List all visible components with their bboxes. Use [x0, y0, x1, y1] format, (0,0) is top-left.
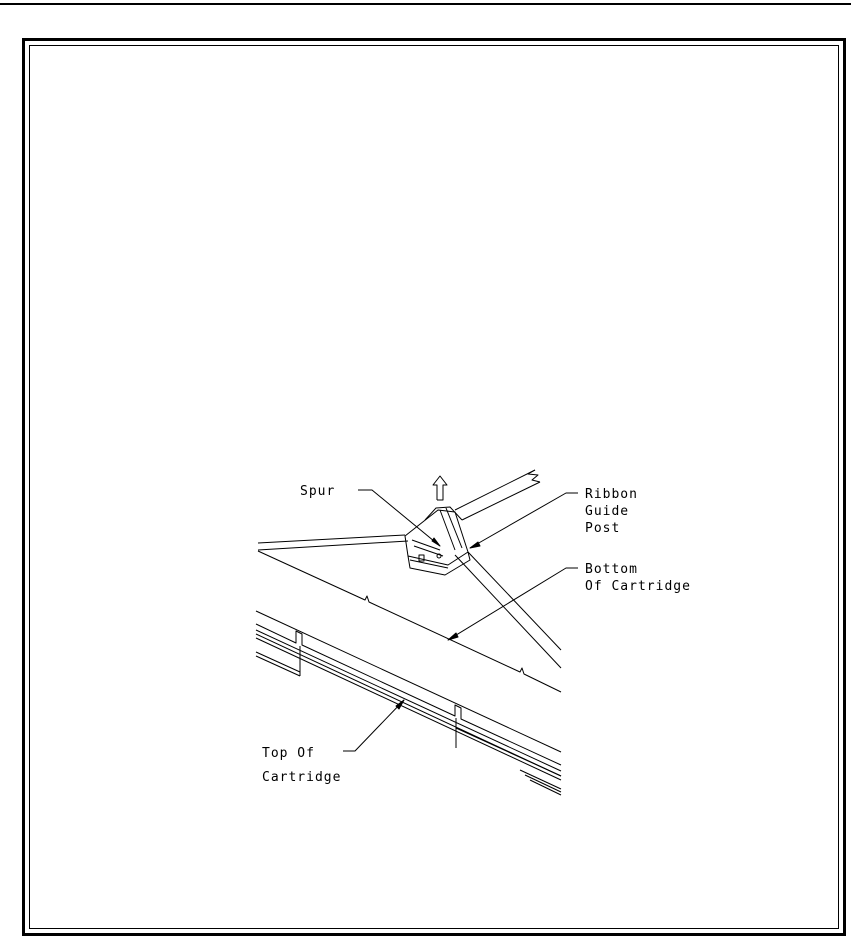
bottom-label-line2: Of Cartridge — [585, 579, 691, 594]
lift-arrow — [433, 476, 447, 500]
cartridge-bottom-edge — [258, 551, 561, 692]
cartridge-top-body — [256, 611, 561, 795]
ribbon-strip-left — [258, 535, 408, 550]
ribbon-label-line2: Guide — [585, 504, 630, 519]
ribbon-label-line3: Post — [585, 521, 621, 536]
top-label-line2: Cartridge — [262, 770, 342, 785]
leader-top-of-cartridge — [343, 700, 404, 751]
top-label-line1: Top Of — [262, 746, 315, 761]
ribbon-strip-upper — [455, 470, 540, 520]
spur-label: Spur — [300, 484, 336, 499]
leader-ribbon-guide-post — [470, 493, 578, 548]
ribbon-label-line1: Ribbon — [585, 487, 638, 502]
ribbon-strip-lower — [455, 552, 561, 668]
bottom-label-line1: Bottom — [585, 562, 638, 577]
ribbon-guide-post — [405, 507, 470, 575]
leader-bottom-of-cartridge — [448, 568, 578, 640]
